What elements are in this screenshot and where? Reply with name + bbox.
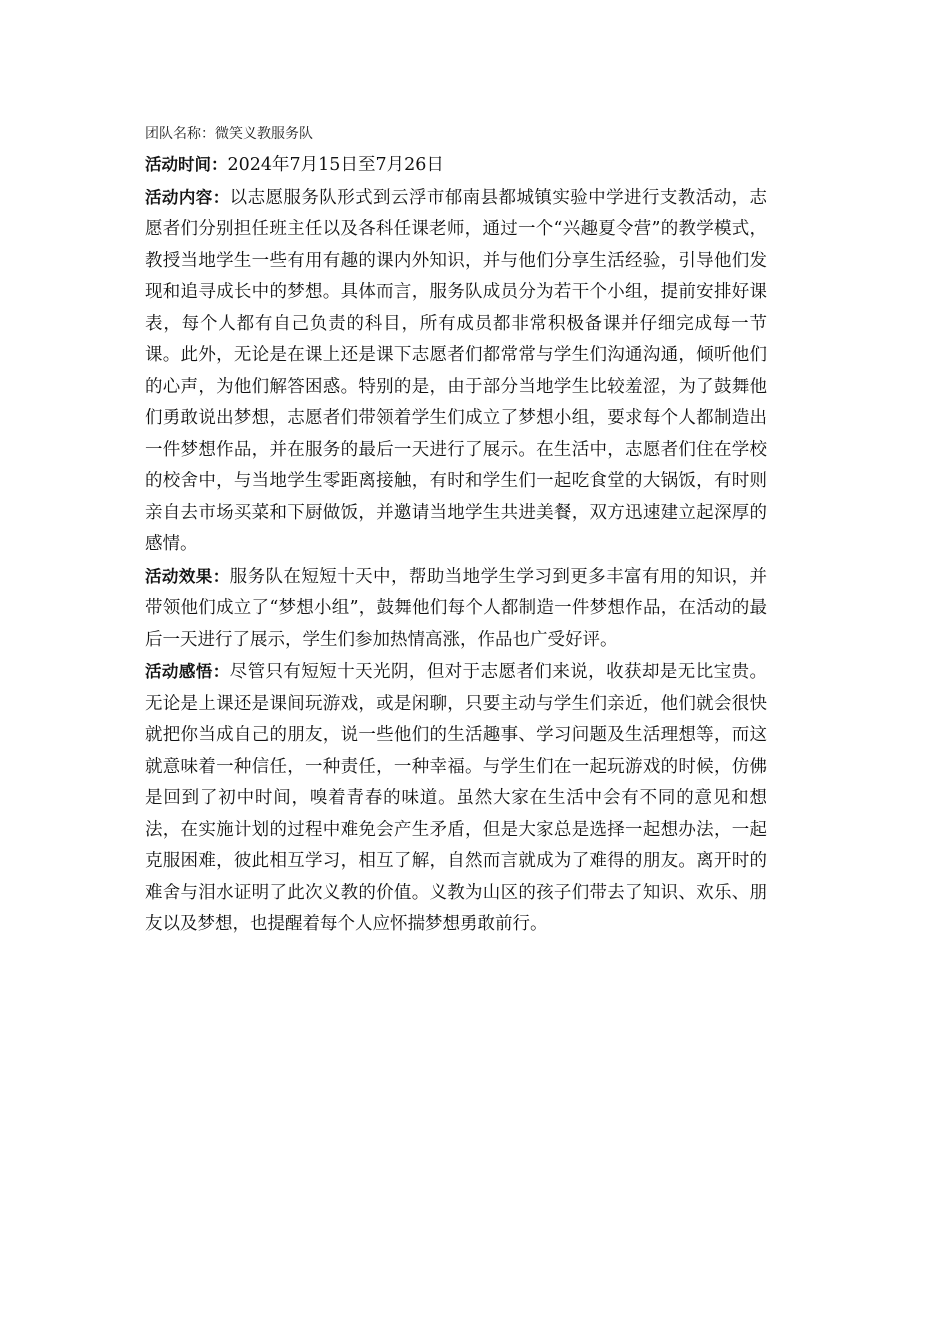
activity-effect-label: 活动效果： [145,566,230,586]
activity-time-text: 2024年7月15日至7月26日 [227,155,444,175]
activity-effect-paragraph [145,561,767,657]
activity-time-paragraph [145,149,767,182]
document-page [145,124,767,941]
team-name: 团队名称：微笑义教服务队 [145,126,313,142]
activity-content-paragraph [145,182,767,561]
activity-content-text: 以志愿服务队形式到云浮市郁南县都城镇实验中学进行支教活动，志愿者们分别担任班主任以及各科任课老师，通过一个“兴趣夏令营”的教学模式，教授当地学生一些有用有趣的课内外知识，并与他们分享生活经验，引导他们发现和追寻成长中的梦想。具体而言，服务队成员分为若干个小组，提前安排好课表，每个人都有自己负责的科目，所有成员都非常积极备课并仔细完成每一节课。此外，无论是在课上还是课下志愿者们都常常与学生们沟通沟通，倾听他们的心声，为他们解答困惑。特别的是，由于部分当地学生比较羞涩，为了鼓舞他们勇敢说出梦想，志愿者们带领着学生们成立了梦想小组，要求每个人都制造出一件梦想作品，并在服务的最后一天进行了展示。在生活中，志愿者们住在学校的校舍中，与当地学生零距离接触，有时和学生们一起吃食堂的大锅饭，有时则亲自去市场买菜和下厨做饭，并邀请当地学生共进美餐，双方迅速建立起深厚的感情。 [145,187,768,554]
activity-reflection-label: 活动感悟： [145,662,230,681]
activity-content-label: 活动内容： [145,187,230,207]
activity-reflection-text: 尽管只有短短十天光阴，但对于志愿者们来说，收获却是无比宝贵。无论是上课还是课间玩游戏，或是闲聊，只要主动与学生们亲近，他们就会很快就把你当成自己的朋友，说一些他们的生活趣事、学习问题及生活理想等，而这就意味着一种信任，一种责任，一种幸福。与学生们在一起玩游戏的时候，仿佛是回到了初中时间，嗅着青春的味道。虽然大家在生活中会有不同的意见和想法，在实施计划的过程中难免会产生矛盾，但是大家总是选择一起想办法，一起克服困难，彼此相互学习，相互了解，自然而言就成为了难得的朋友。离开时的难舍与泪水证明了此次义教的价值。义教为山区的孩子们带去了知识、欢乐、朋友以及梦想，也提醒着每个人应怀揣梦想勇敢前行。 [145,662,768,934]
activity-time-label: 活动时间： [145,155,228,174]
activity-reflection-paragraph [145,656,767,941]
activity-effect-text: 服务队在短短十天中，帮助当地学生学习到更多丰富有用的知识，并带领他们成立了“梦想小组”，鼓舞他们每个人都制造一件梦想作品，在活动的最后一天进行了展示，学生们参加热情高涨，作品也广受好评。 [145,566,768,650]
